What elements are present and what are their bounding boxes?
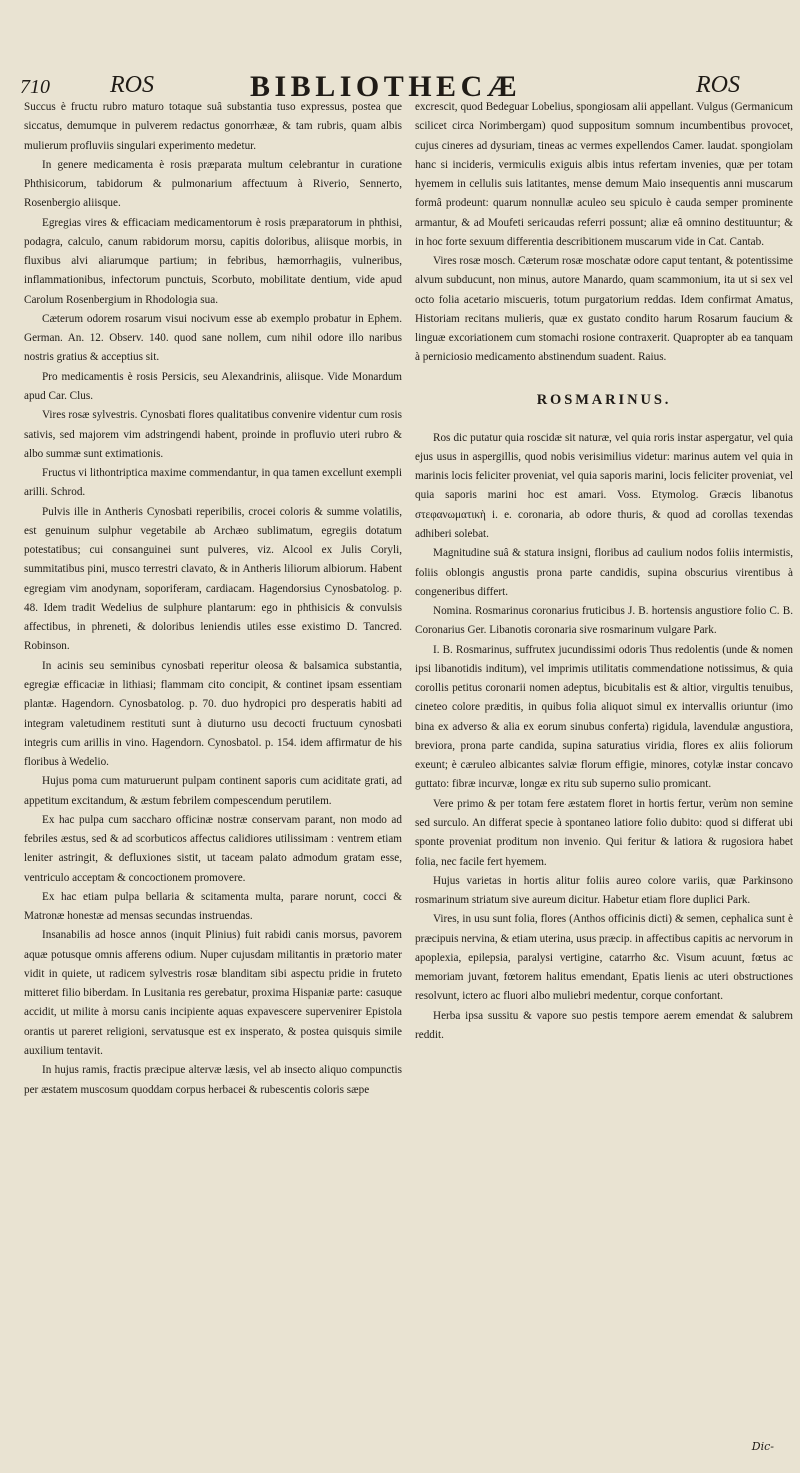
paragraph: Cæterum odorem rosarum visui nocivum esse ab exemplo probatur in Ephem. German. An. 12. Observ. 140. quod sane nollem, cum nihil odore illo naribus nostris gratius & acceptius sit. — [24, 312, 402, 364]
running-title: BIBLIOTHECÆ — [250, 70, 522, 103]
paragraph: In hujus ramis, fractis præcipue altervæ læsis, vel ab insecto aliquo compunctis per æstatem muscosum quoddam corpus herbacei & rubescentis coloris sæpe — [24, 1064, 402, 1096]
paragraph: Ex hac etiam pulpa bellaria & scitamenta multa, parare norunt, cocci & Matronæ honestæ ad mensas secundas instruendas. — [24, 890, 402, 923]
paragraph: Insanabilis ad hosce annos (inquit Plinius) fuit rabidi canis morsus, pavorem aquæ potusque omnis afferens odium. Nuper cujusdam militantis in prætorio mater vidit in quiete, ut radicem sylvestris rosæ blanditam sibi aspectu pridie in fruteto mitteret filio biberdam. In Lusitania res gerebatur, proxima Hispaniæ parte: casuque accidit, ut milite à morsu canis incipiente aquas expavescere supervenirer Epistola orantis ut pareret religioni, servatusque est ex insperato, & postea quisquis simile auxilium tentavit. — [24, 929, 402, 1058]
catchword: Dic- — [751, 1440, 774, 1453]
paragraph: Vires rosæ mosch. Cæterum rosæ moschatæ odore caput tentant, & potentissime alvum subducunt, non minus, autore Manardo, quam scammonium, ita ut si sex vel octo folia acetario miscueris, totum purgatorium reddas. Idem confirmat Amatus, Historiam recitans mulieris, quæ ex gustato condito harum Rosarum faucium & linguæ excoriationem cum stomachi rosione contraxerit. Quapropter ab ea tanquam à perniciosio medicamento abstinendum suadent. Raius. — [415, 255, 793, 364]
paragraph: In acinis seu seminibus cynosbati reperitur oleosa & balsamica substantia, egregiæ efficaciæ in lithiasi; flammam cito concipit, & continet ipsam essentiam plantæ. Hagendorn. Cynosbatolog. p. 70. duo hydropici pro desperatis habiti ad integram valetudinem restituti sunt à diuturno usu decocti fructuum cynosbati integris cum arillis in vino. Hagendorn. Cynosbatol. p. 154. idem affirmatur de his floribus à Wedelio. — [24, 659, 402, 769]
paragraph: Hujus varietas in hortis alitur foliis aureo colore variis, quæ Parkinsono rosmarinum striatum sive aureum dicitur. Habetur etiam flore duplici Park. — [415, 874, 793, 907]
paragraph: Herba ipsa sussitu & vapore suo pestis tempore aerem emendat & salubrem reddit. — [415, 1009, 793, 1041]
paragraph: Pro medicamentis è rosis Persicis, seu Alexandrinis, aliisque. Vide Monardum apud Car. Clus. — [24, 370, 402, 402]
left-running-head: ROS — [110, 72, 154, 98]
right-running-head: ROS — [696, 72, 740, 98]
paragraph: excrescit, quod Bedeguar Lobelius, spongiosam alii appellant. Vulgus (Germanicum scilicet circa Norimbergam) quod suppositum somnum incumbentibus provocet, cujus cineres ad dysuriam, tineas ac vermes expellendos Camer. laudat. spongiolam hanc si incideris, vermiculis exiguis albis intus refertam invenies, quæ per totam hyemem in cellulis suis latitantes, mense demum Maio insequentis anni muscarum formâ prodeunt: quarum nonnullæ aculeo seu spiculo è cauda semper prominente armantur, & ad Moufeti sericaudas referri possunt; aliæ eâ omnino destituuntur; & in hoc forte sexuum differentia describitionem muscarum vide in Cat. Cantab. — [415, 101, 793, 248]
paragraph: Vires rosæ sylvestris. Cynosbati flores qualitatibus convenire videntur cum rosis sativis, sed majorem vim adstringendi habent, proinde in profluvio uteri rubro & albo summæ sunt extimationis. — [24, 409, 402, 460]
page-number: 710 — [20, 76, 50, 98]
paragraph: Vere primo & per totam fere æstatem floret in hortis fertur, verùm non semine sed surculo. An differat specie à spontaneo latiore folio dubito: quod si differat ubi sponte proveniat proditum non invenio. Qui feritur & latiora & rugosiora habet folia, nec facile fert hyemem. — [415, 797, 793, 868]
paragraph: Ex hac pulpa cum saccharo officinæ nostræ conservam parant, non modo ad febriles æstus, sed & ad scorbuticos affectus calidiores utilissimam : ventrem etiam leniter astringit, & defluxiones sistit, ut taceam palato admodum gratam esse, ventriculo acceptam & concoctionem promovere. — [24, 813, 402, 884]
paragraph: Egregias vires & efficaciam medicamentorum è rosis præparatorum in phthisi, podagra, calculo, canum rabidorum morsu, capitis doloribus, aliisque morbis, in fluxibus alvi aliarumque partium; in febribus, hæmorrhagiis, vulneribus, inflammationibus, infectorum punctuis, Scorbuto, mobilitate dentium, vide apud Carolum Rosenbergium in Rhodologia sua. — [24, 216, 402, 306]
paragraph: I. B. Rosmarinus, suffrutex jucundissimi odoris Thus redolentis (unde & nomen ipsi libanotidis inditum), vel imprimis utilitatis commendatione notissimus, & quia corollis petitus coronarii nomen adeptus, bicubitalis est & altior, virgultis tenuibus, cineteo colore præditis, in quibus folia aliquot simul ex intervallis oriuntur (imo bina ex adverso & alia ex eorum sinubus conferta) rigidula, lavendulæ angustiora, breviora, prona parte candida, supina saturatius viridia, flores ex aliis foliorum exeunt; è cæruleo albicantes salviæ florum effigie, minores, cotylæ instar concavo guttato: fibræ incurvæ, longæ ex ritu sub superno sulio promicant. — [415, 643, 793, 791]
section-title: ROSMARINUS. — [536, 391, 672, 408]
paragraph: Magnitudine suâ & statura insigni, floribus ad caulium nodos foliis intermistis, foliis oblongis angustis prona parte candidis, supina obscurius virentibus à congeneribus differt. — [415, 547, 793, 598]
paragraph: Vires, in usu sunt folia, flores (Anthos officinis dicti) & semen, cephalica sunt è præcipuis nervina, & etiam uterina, usus præcip. in affectibus capitis ac nervorum in apoplexia, epilepsia, paralysi vertigine, catarrho &c. Visum acuunt, fœtus ac memoriam juvant, fœtorem halitus emendant, Epatis lienis ac uteri obstructiones resolvunt, ictero ac fluori albo muliebri medentur, corque confortant. — [415, 913, 793, 1003]
paragraph: Fructus vi lithontriptica maxime commendantur, in qua tamen excellunt exempli arilli. Schrod. — [24, 467, 402, 499]
paragraph: Hujus poma cum maturuerunt pulpam continent saporis cum aciditate grati, ad appetitum excitandum, & æstum febrilem compescendum perutilem. — [24, 775, 402, 807]
right-column — [415, 98, 793, 1458]
paragraph: Ros dic putatur quia roscidæ sit naturæ, vel quia roris instar aspergatur, vel quia ejus usus in aspergillis, quod nobis verisimilius videtur: marinus autem vel quia in marinis locis feliciter proveniat, vel quia saporis marini, locis feliciter proveniat, vel quia saporis marini hoc est amari. Voss. Etymolog. Græcis libanotus στεφανωματικὴ i. e. coronaria, ab odore thuris, & quod ad corollas texendas adhiberi solebat. — [415, 431, 793, 540]
paragraph: Nomina. Rosmarinus coronarius fruticibus J. B. hortensis angustiore folio C. B. Coronarius Ger. Libanotis coronaria sive rosmarinum vulgare Park. — [415, 605, 793, 637]
paragraph: Succus è fructu rubro maturo totaque suâ substantia tuso expressus, postea que siccatus, demumque in pulverem redactus gonorrhææ, & tam rubris, quam albis mulierum profluviis singulari experimento medetur. — [24, 101, 402, 152]
paragraph: In genere medicamenta è rosis præparata multum celebrantur in curatione Phthisicorum, tabidorum & pulmonarium affectuum à Riverio, Sennerto, Rosenbergio aliisque. — [24, 158, 402, 210]
left-column — [24, 98, 402, 1458]
paragraph: Pulvis ille in Antheris Cynosbati reperibilis, crocei coloris & summe volatilis, est genuinum sulphur vegetabile ab Archæo sublimatum, egregiis dotatum potestatibus; cui consanguinei sunt pulveres, viz. Alcool ex Julis Coryli, summitatibus pini, musco terrestri clavato, & in Antheris liliorum albiorum. Habent egregiam vim anodynam, soporiferam, cardiacam. Hagendorsius Cynosbatolog. p. 48. Idem tradit Wedelius de sulphure plantarum: ego in phthisicis & convulsis affectibus, in phreneti, & doloribus leniendis utiles esse existimo D. Tancred. Robinson. — [24, 505, 402, 653]
